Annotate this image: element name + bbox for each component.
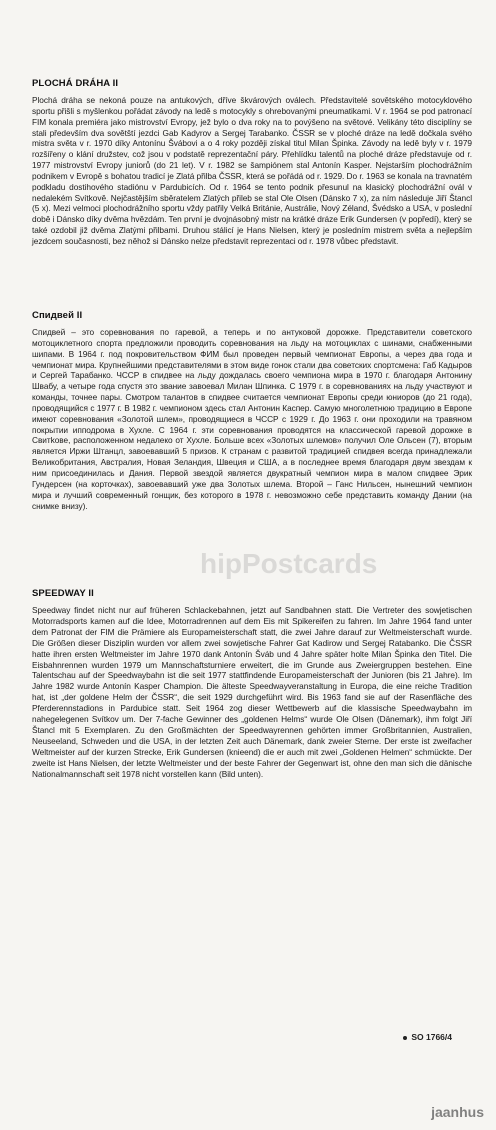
section-russian <box>32 310 472 511</box>
watermark-signature: jaanhus <box>431 1104 484 1120</box>
section-heading: Спидвей II <box>32 310 83 321</box>
catalog-number-text: SO 1766/4 <box>411 1032 452 1042</box>
section-german <box>32 588 472 780</box>
section-heading: SPEEDWAY II <box>32 588 94 599</box>
watermark-logo: hipPostcards <box>200 548 378 579</box>
section-czech <box>32 78 472 247</box>
section-heading: PLOCHÁ DRÁHA II <box>32 78 119 89</box>
bullet-icon <box>403 1036 407 1040</box>
section-body-text: Спидвей – это соревнования по гаревой, а теперь и по антуковой дорожке. Представители советского мотоциклетного спорта предложили проводить соревнования на льду на мотоциклах с шинами, снабженными шипами. В 1964 г. под покровительством ФИМ был проведен первый чемпионат Европы, а через два года и чемпионат мира. Крупнейшими представителями в этом виде гонок стали два советских спортсмена: Габ Кадыров и Сергей Тарабанко. ЧССР в спидвее на льду дождалась своего чемпиона мира в 1970 г. благодаря Антонину Швабу, а четыре года спустя это звание завоевал Милан Шпинка. С 1979 г. в соревнованиях на льду участвуют и команды, точнее пары. Смотром талантов в спидвее считается чемпионат Европы среди юниоров (до 21 года), проводящийся с 1977 г. В 1982 г. чемпионом здесь стал Антонин Каспер. Самую многолетнюю традицию в Европе имеют соревнования «Золотой шлем», проводящиеся в ЧССР с 1929 г. До 1963 г. они проходили на травяном покрытии ипподрома в Хухле. С 1964 г. эти соревнования проводятся на классической гаревой дорожке в Свитkове, расположенном недалеко от Хухле. Больше всех «Золотых шлемов» получил Оле Ольсен (7), вторым является Иржи Штанцл, завоевавший 5 призов. К странам с развитой традицией спидвея всегда принадлежали Великобритания, Австралия, Новая Зеландия, Швеция и США, а в последнее время благодаря двум звездам к ним присоединилась и Дания. Первой звездой является двукратный чемпион мира в малом спидвее Эрик Гундерсен (на корточках), завоевавший уже два Золотых шлема. Второй – Ганс Нильсен, нынешний чемпион мира и лучший современный гонщик, без которого в 1978 г. невозможно себе представить команду Дании (на снимке внизу). <box>32 327 472 511</box>
catalog-number <box>403 1032 452 1042</box>
section-body-text: Plochá dráha se nekoná pouze na antukových, dříve škvárových oválech. Představitelé sovětského motocyklového sportu přišli s myšlenkou pořádat závody na ledě s motocykly s ohrebovanými pneumatikami. V r. 1964 se pod patronací FIM konala premiéra jako mistrovství Evropy, jež bylo o dva roky na to povýšeno na světové. Velikány této disciplíny se stali především dva sovětští jezdci Gab Kadyrov a Sergej Tarabanko. ČSSR se v ploché dráze na ledě dočkala svého mistra světa v r. 1970 díky Antonínu Švábovi a o 4 roky později získal titul Milan Špinka. Závody na ledě byly v r. 1979 rozšířeny o klání družstev, což jsou v podstatě reprezentační páry. Přehlídku talentů na ploché dráze představuje od r. 1977 mistrovství Evropy juniorů (do 21 let). V r. 1982 se šampiónem stal Antonín Kasper. Nejstarším plochodrážním podnikem v Evropě s bohatou tradicí je Zlatá přilba ČSSR, která se pořádá od r. 1929. Do r. 1963 se konala na travnatém podkladu dostihového stadiónu v Pardubicích. Od r. 1964 se tento podnik přesunul na klasický plochodrážní ovál v nedalekém Svítkově. Nejčastějším sběratelem Zlatých přileb se stal Ole Olsen (Dánsko 7 x), za ním následuje Jiří Štancl (5 x). Mezi velmoci plochodrážního sportu vždy patřily Velká Británie, Austrálie, Nový Zéland, Švédsko a USA, v poslední době i Dánsko díky dvěma hvězdám. Ten první je dvojnásobný mistr na krátké dráze Erik Gundersen (v popředí), který se také ozdobil již dvěma Zlatými přilbami. Druhou stálicí je Hans Nielsen, který je posledním mistrem světa a nejlepším jezdcem současnosti, bez něhož si Dánsko nelze představit reprezentaci od r. 1978 vůbec představit. <box>32 95 472 246</box>
section-body-text: Speedway findet nicht nur auf früheren Schlackebahnen, jetzt auf Sandbahnen statt. Die Vertreter des sowjetischen Motorradsports kamen auf die Idee, Motorradrennen auf dem Eis mit Spikereifen zu fahren. Im Jahre 1964 fand unter dem Patronat der FIM die Prämiere als Europameisterschaft statt, die zwei Jahre darauf zur Weltmeisterschaft wurde. Die Größen dieser Disziplin wurden vor allem zwei sowjetische Fahrer Gat Kadirow und Sergej Ratabanko. Die ČSSR hatte ihren ersten Weltmeister im Jahre 1970 dank Antonín Šváb und 4 Jahre später holte Milan Špinka den Titel. Die Eisbahnrennen wurden 1979 um Mannschaftsturniere erweitert, die im Grunde aus Zweiergruppen bestehen. Eine Talentschau auf der Speedwaybahn ist die seit 1977 stattfindende Europameisterschaft der Junioren (bis 21 Jahre). Im Jahre 1982 wurde Antonín Kasper Champion. Die älteste Speedwayveranstaltung in Europa, die eine reiche Tradition hat, ist „der goldene Helm der ČSSR“, die seit 1929 durchgeführt wird. Bis 1963 fand sie auf der Rasenfläche des Pferderennstadions in Pardubice statt. Seit 1964 zog dieser Wettbewerb auf die klassische Speedwaybahn im nahegelegenen Svítkov um. Der 7-fache Gewinner des „goldenen Helms“ wurde Ole Olsen (Dänemark), ihm folgt Jiří Štancl mit 5 Exemplaren. Zu den Großmächten der Speedwayrennen gehörten immer Großbritannien, Australien, Neuseeland, Schweden und die USA, in der letzten Zeit auch Dänemark, dank zweier Sterne. Der erste ist zweifacher Weltmeister auf der kurzen Strecke, Erik Gundersen (knieend) die er auch mit zwei „Goldenen Helmen“ schmückte. Der zweite ist Hans Nielsen, der letzte Weltmeister und der beste Fahrer der Gegenwart ist, ohne den man sich die dänische Nationalmannschaft seit 1978 nicht vorstellen kann (Bild unten). <box>32 605 472 779</box>
